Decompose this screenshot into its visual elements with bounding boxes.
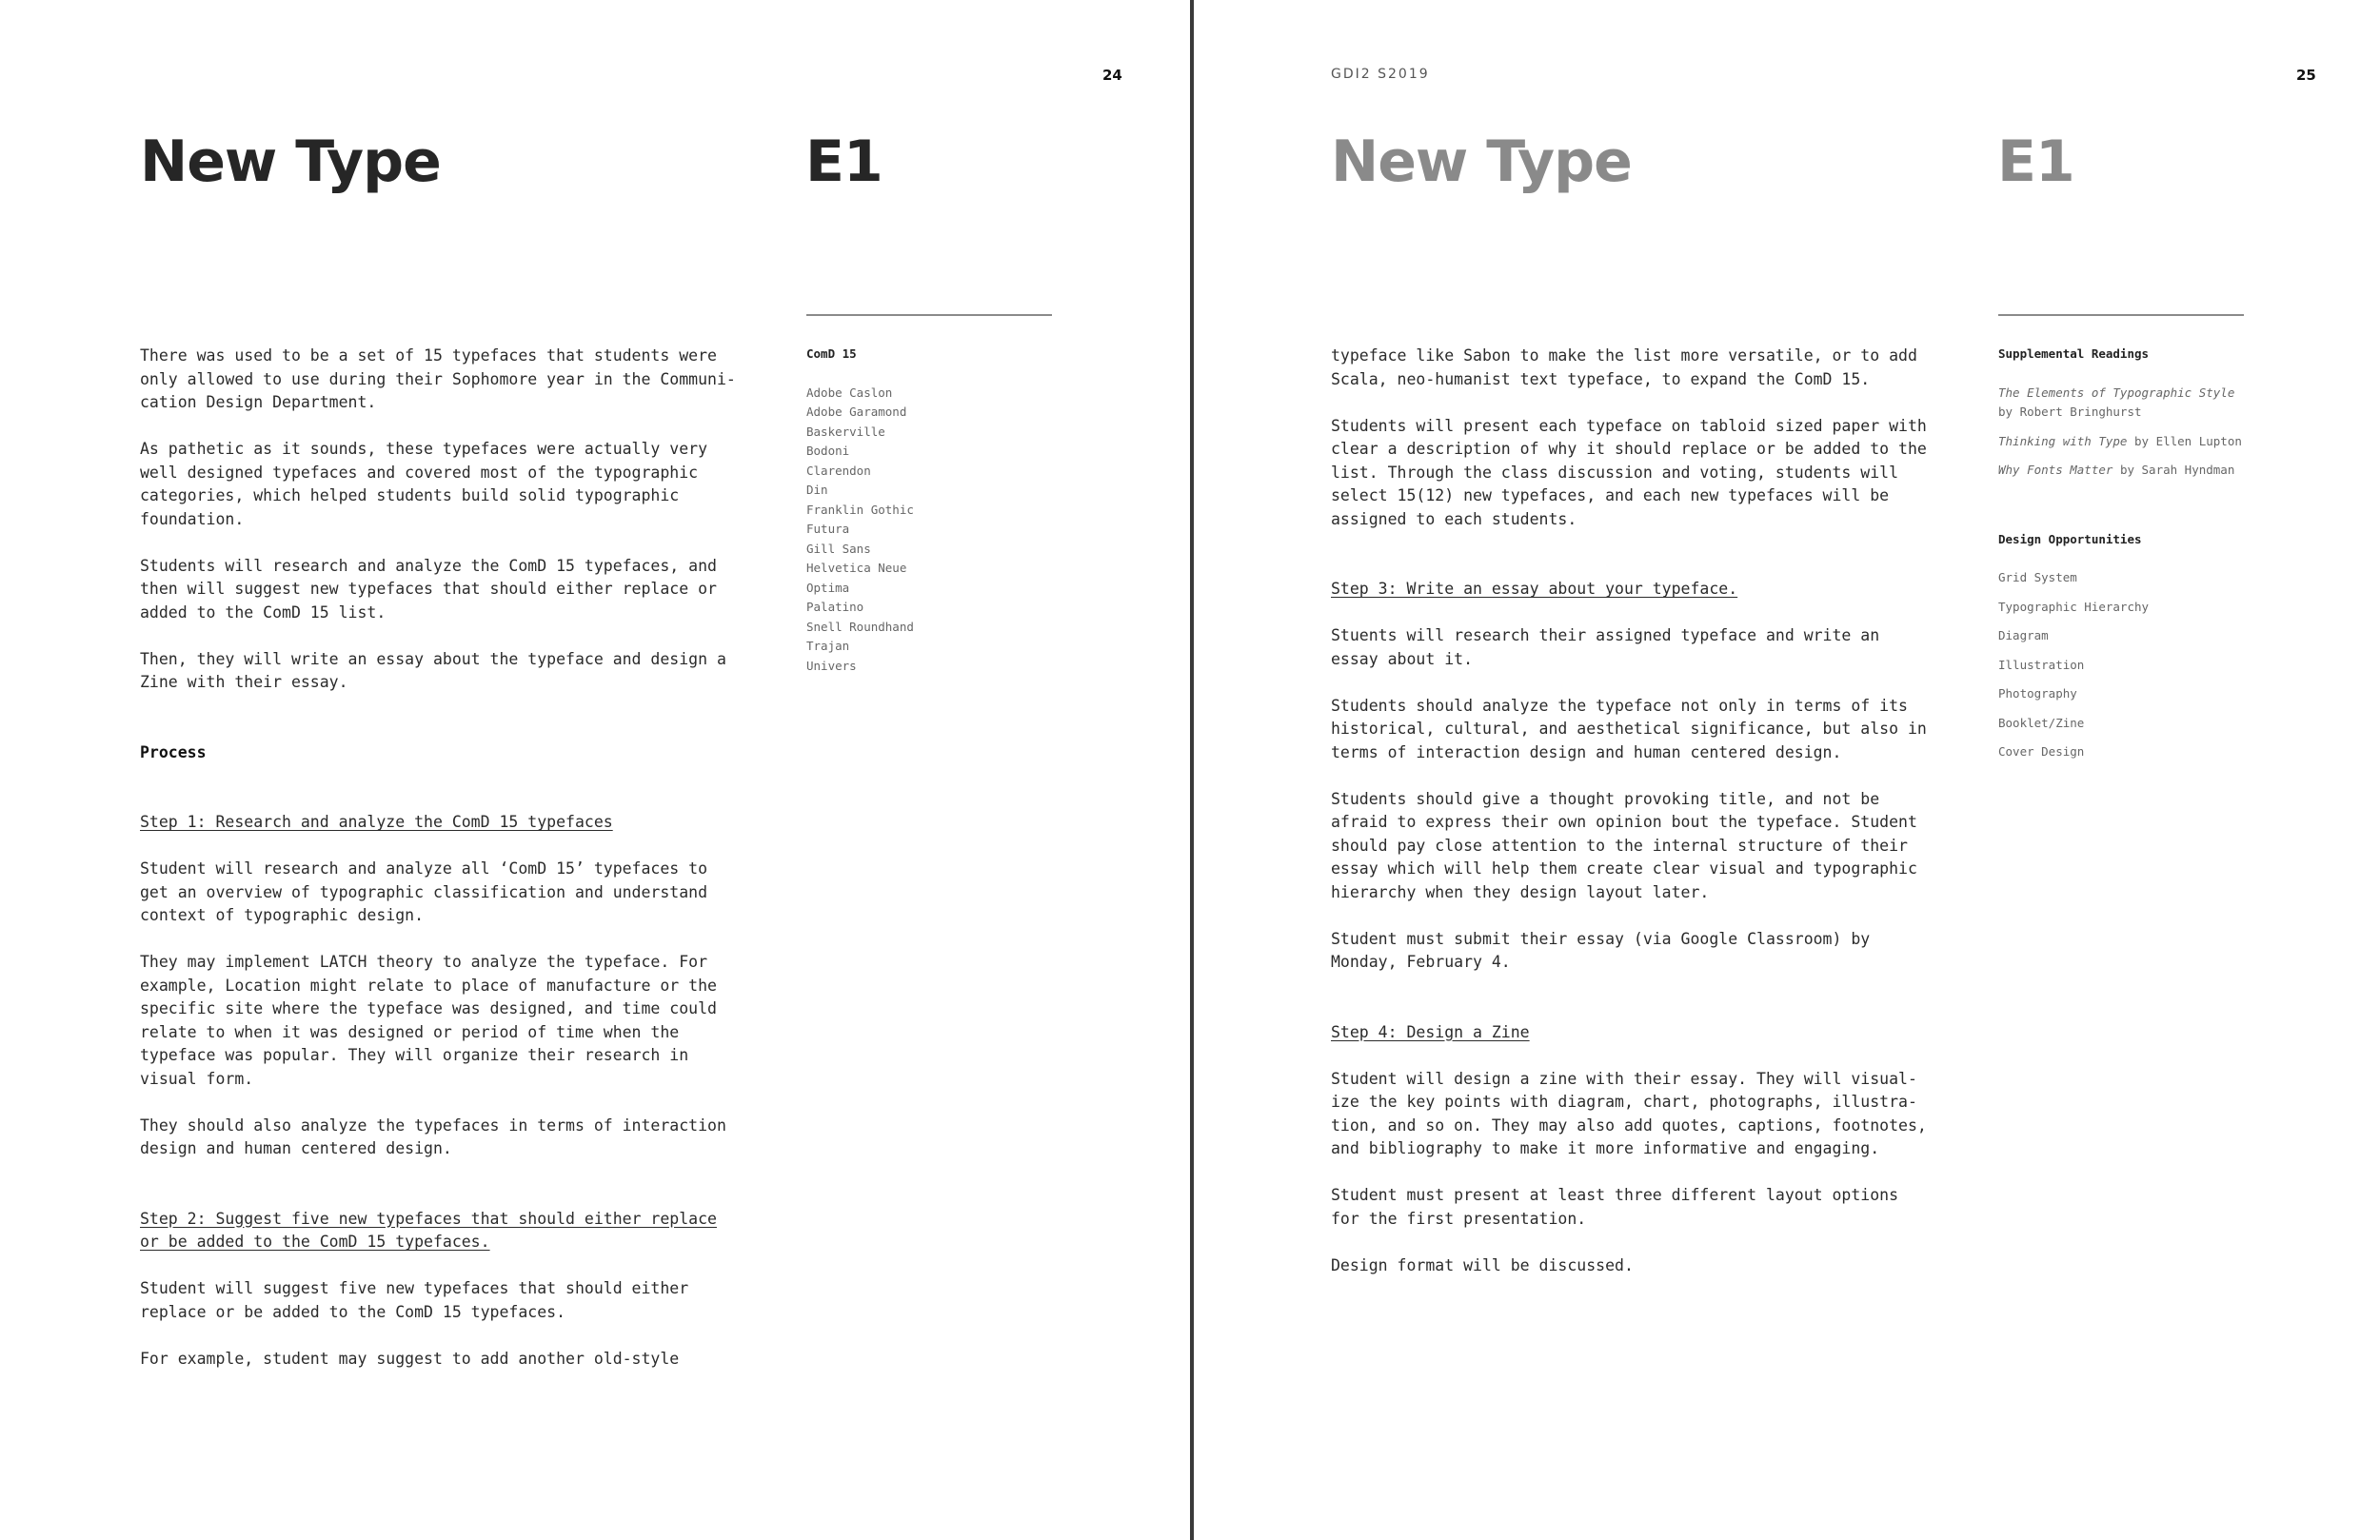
book-spine [1190, 0, 1194, 1540]
opportunity-item: Grid System [1998, 570, 2077, 584]
typeface-item: Trajan [806, 639, 850, 653]
typeface-item: Clarendon [806, 463, 871, 478]
reading-item [1998, 461, 2312, 481]
step3-paragraph: Stuents will research their assigned typeface and write an essay about it. [1331, 626, 1880, 668]
typeface-item: Bodoni [806, 444, 850, 458]
running-head: GDI2 S2019 [1331, 67, 1430, 82]
reading-author: by Sarah Hyndman [2119, 463, 2235, 477]
typeface-item: Univers [806, 658, 857, 673]
opportunity-item: Photography [1998, 686, 2077, 701]
typeface-item: Helvetica Neue [806, 561, 907, 575]
page-number: 25 [2296, 67, 2316, 84]
continued-paragraph: typeface like Sabon to make the list more versatile, or to add Scala, neo-humanist text typeface, to expand the ComD 15. [1331, 346, 1917, 388]
step2-paragraph: Student will suggest five new typefaces that should either replace or be added to the ComD 15 typefaces. [140, 1279, 689, 1321]
step4-heading: Step 4: Design a Zine [1331, 1022, 1530, 1041]
opportunities-heading: Design Opportunities [1998, 531, 2142, 546]
opportunities-list [1998, 568, 2312, 762]
step3-heading: Step 3: Write an essay about your typeface. [1331, 580, 1738, 598]
sidebar-heading: ComD 15 [806, 346, 857, 361]
opportunity-item: Illustration [1998, 657, 2085, 672]
continued-paragraph: Students will present each typeface on tabloid sized paper with clear a description of why it should replace or be added to the list. Through the class discussion and voting, students will select 15(12) new typefaces, and each new typefaces will be assigned to each students. [1331, 416, 1927, 528]
reading-title: Why Fonts Matter [1998, 463, 2113, 477]
intro-paragraph: Students will research and analyze the ComD 15 typefaces, and then will suggest new typefaces that should either replace or added to the ComD 15 list. [140, 556, 717, 622]
opportunity-item: Typographic Hierarchy [1998, 599, 2150, 614]
typeface-item: Din [806, 483, 828, 497]
readings-sidebar [1998, 345, 2312, 772]
intro-paragraph: There was used to be a set of 15 typefaces that students were only allowed to use during their Sophomore year in the Communi- cation Design Department. [140, 346, 736, 411]
sidebar-rule [806, 314, 1052, 316]
typeface-item: Adobe Caslon [806, 385, 893, 400]
step1-paragraph: They may implement LATCH theory to analyze the typeface. For example, Location might relate to place of manufacture or the specific site where the typeface was designed, and time could relate to when it was designed or period of time when the typeface was popular. They will organize their research in visual form. [140, 953, 717, 1088]
right-page [1196, 0, 2380, 1540]
typeface-item: Adobe Garamond [806, 405, 907, 419]
step3-paragraph: Student must submit their essay (via Google Classroom) by Monday, February 4. [1331, 929, 1871, 971]
step2-heading: Step 2: Suggest five new typefaces that should either replace or be added to the ComD 15 typefaces. [140, 1209, 717, 1251]
reading-title: The Elements of Typographic Style [1998, 385, 2235, 400]
page-number: 24 [1102, 67, 1122, 84]
step1-heading: Step 1: Research and analyze the ComD 15 typefaces [140, 813, 613, 831]
readings-heading: Supplemental Readings [1998, 346, 2150, 361]
comd15-sidebar [806, 345, 1092, 676]
step1-paragraph: Student will research and analyze all ‘ComD 15’ typefaces to get an overview of typographic classification and understand context of typographic design. [140, 859, 708, 924]
opportunity-item: Cover Design [1998, 744, 2085, 759]
typeface-item: Optima [806, 580, 850, 595]
step3-paragraph: Students should give a thought provoking title, and not be afraid to express their own opinion bout the typeface. Student should pay close attention to the internal structure of their essay which will help them create clear visual and typographic hierarchy when they design layout later. [1331, 789, 1917, 901]
typeface-list [806, 384, 1092, 677]
intro-paragraph: As pathetic as it sounds, these typefaces were actually very well designed typefaces and covered most of the typographic categories, which helped students build solid typographic foundation. [140, 440, 708, 528]
process-heading: Process [140, 742, 207, 761]
reading-item [1998, 432, 2312, 452]
page-title: New Type [140, 128, 441, 195]
intro-paragraph: Then, they will write an essay about the typeface and design a Zine with their essay. [140, 649, 726, 691]
typeface-item: Futura [806, 522, 850, 536]
step1-paragraph: They should also analyze the typefaces in terms of interaction design and human centered design. [140, 1116, 726, 1157]
typeface-item: Baskerville [806, 424, 885, 439]
left-body [140, 345, 759, 1394]
sidebar-rule [1998, 314, 2244, 316]
typeface-item: Franklin Gothic [806, 502, 914, 517]
reading-item [1998, 384, 2312, 423]
page-title: New Type [1331, 128, 1632, 195]
step4-paragraph: Design format will be discussed. [1331, 1255, 1634, 1274]
opportunity-item: Booklet/Zine [1998, 715, 2085, 730]
exercise-code: E1 [1997, 128, 2074, 195]
exercise-code: E1 [805, 128, 883, 195]
typeface-item: Gill Sans [806, 541, 871, 556]
step2-paragraph: For example, student may suggest to add another old-style [140, 1349, 680, 1368]
step4-paragraph: Student will design a zine with their essay. They will visual- ize the key points with diagram, chart, photographs, illustra- tion, and so on. They may also add quotes, captions, footnotes, and bibliography to make it more informative and engaging. [1331, 1069, 1927, 1157]
step3-paragraph: Students should analyze the typeface not only in terms of its historical, cultural, and aesthetical significance, but also in terms of interaction design and human centered design. [1331, 696, 1927, 761]
opportunity-item: Diagram [1998, 628, 2049, 642]
reading-author: by Robert Bringhurst [1998, 405, 2142, 419]
reading-title: Thinking with Type [1998, 433, 2128, 448]
typeface-item: Snell Roundhand [806, 619, 914, 634]
reading-author: by Ellen Lupton [2134, 433, 2242, 448]
typeface-item: Palatino [806, 600, 864, 614]
right-body [1331, 345, 1950, 1301]
step4-paragraph: Student must present at least three different layout options for the first presentation. [1331, 1186, 1899, 1228]
